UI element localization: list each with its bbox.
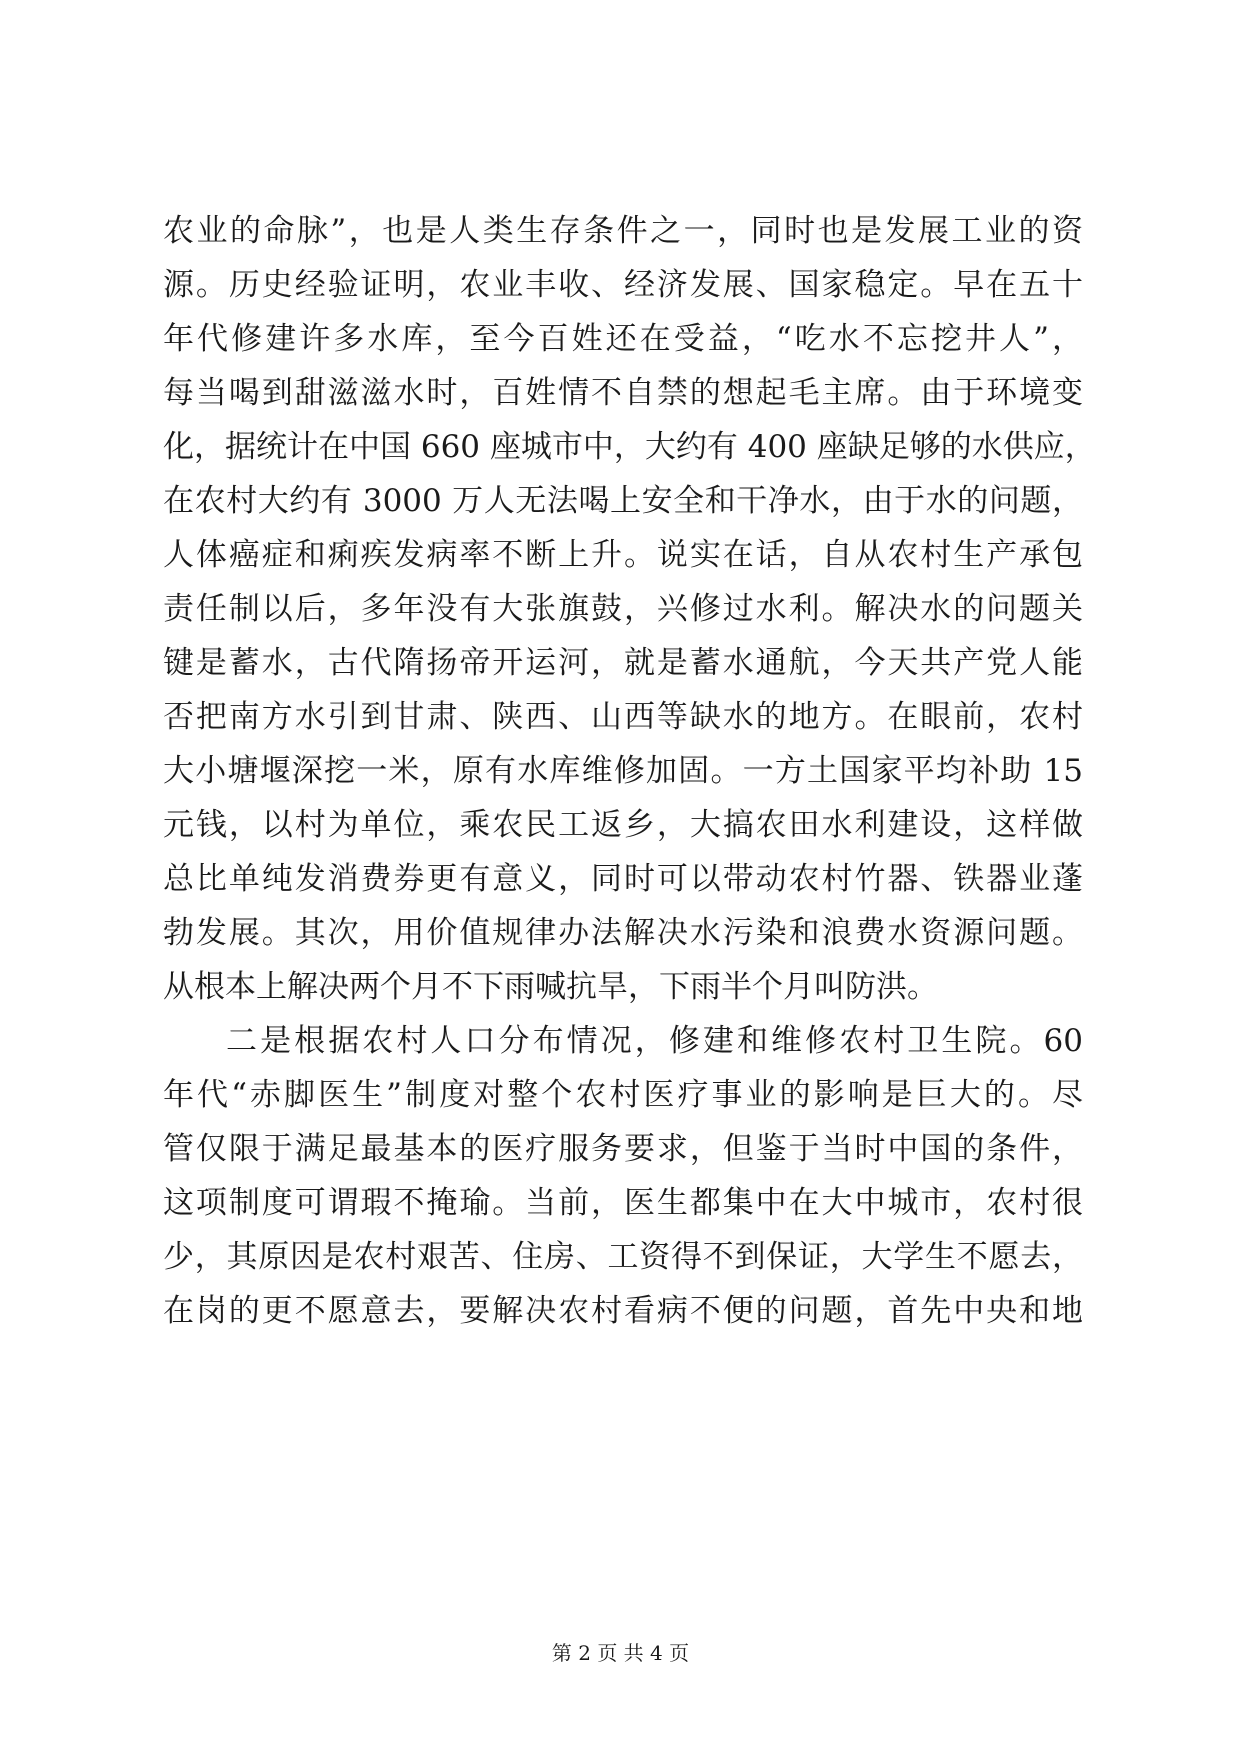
body-text-line: 在农村大约有 3000 万人无法喝上安全和干净水，由于水的问题， bbox=[163, 483, 1083, 519]
body-text-line: 责任制以后，多年没有大张旗鼓，兴修过水利。解决水的问题关 bbox=[163, 591, 1083, 627]
body-text-line: 人体癌症和痢疾发病率不断上升。说实在话，自从农村生产承包 bbox=[163, 537, 1083, 573]
body-text-line: 年代“赤脚医生”制度对整个农村医疗事业的影响是巨大的。尽 bbox=[163, 1077, 1083, 1113]
body-text-line: 键是蓄水，古代隋扬帝开运河，就是蓄水通航，今天共产党人能 bbox=[163, 645, 1083, 681]
body-text-line: 管仅限于满足最基本的医疗服务要求，但鉴于当时中国的条件， bbox=[163, 1131, 1083, 1167]
body-text-line: 勃发展。其次，用价值规律办法解决水污染和浪费水资源问题。 bbox=[163, 915, 1083, 951]
page-number-footer: 第 2 页 共 4 页 bbox=[551, 1641, 690, 1665]
body-text-line: 这项制度可谓瑕不掩瑜。当前，医生都集中在大中城市，农村很 bbox=[163, 1185, 1083, 1221]
body-text-line: 大小塘堰深挖一米，原有水库维修加固。一方土国家平均补助 15 bbox=[163, 753, 1083, 789]
body-text-line: 否把南方水引到甘肃、陕西、山西等缺水的地方。在眼前，农村 bbox=[163, 699, 1083, 735]
body-text-line: 年代修建许多水库，至今百姓还在受益，“吃水不忘挖井人”， bbox=[163, 321, 1083, 357]
body-text-line: 每当喝到甜滋滋水时，百姓情不自禁的想起毛主席。由于环境变 bbox=[163, 375, 1083, 411]
body-text-line: 源。历史经验证明，农业丰收、经济发展、国家稳定。早在五十 bbox=[163, 267, 1083, 303]
body-text-line: 总比单纯发消费券更有意义，同时可以带动农村竹器、铁器业蓬 bbox=[163, 861, 1083, 897]
paragraph-first-line: 二是根据农村人口分布情况，修建和维修农村卫生院。60 bbox=[226, 1023, 1083, 1059]
body-text-line: 农业的命脉”，也是人类生存条件之一，同时也是发展工业的资 bbox=[163, 213, 1083, 249]
body-text-line: 化，据统计在中国 660 座城市中，大约有 400 座缺足够的水供应， bbox=[163, 429, 1096, 465]
body-text-line: 从根本上解决两个月不下雨喊抗旱，下雨半个月叫防洪。 bbox=[163, 969, 938, 1005]
body-text-line: 少，其原因是农村艰苦、住房、工资得不到保证，大学生不愿去， bbox=[163, 1239, 1083, 1275]
body-text-line: 在岗的更不愿意去，要解决农村看病不便的问题，首先中央和地 bbox=[163, 1293, 1083, 1329]
body-text-line: 元钱，以村为单位，乘农民工返乡，大搞农田水利建设，这样做 bbox=[163, 807, 1083, 843]
